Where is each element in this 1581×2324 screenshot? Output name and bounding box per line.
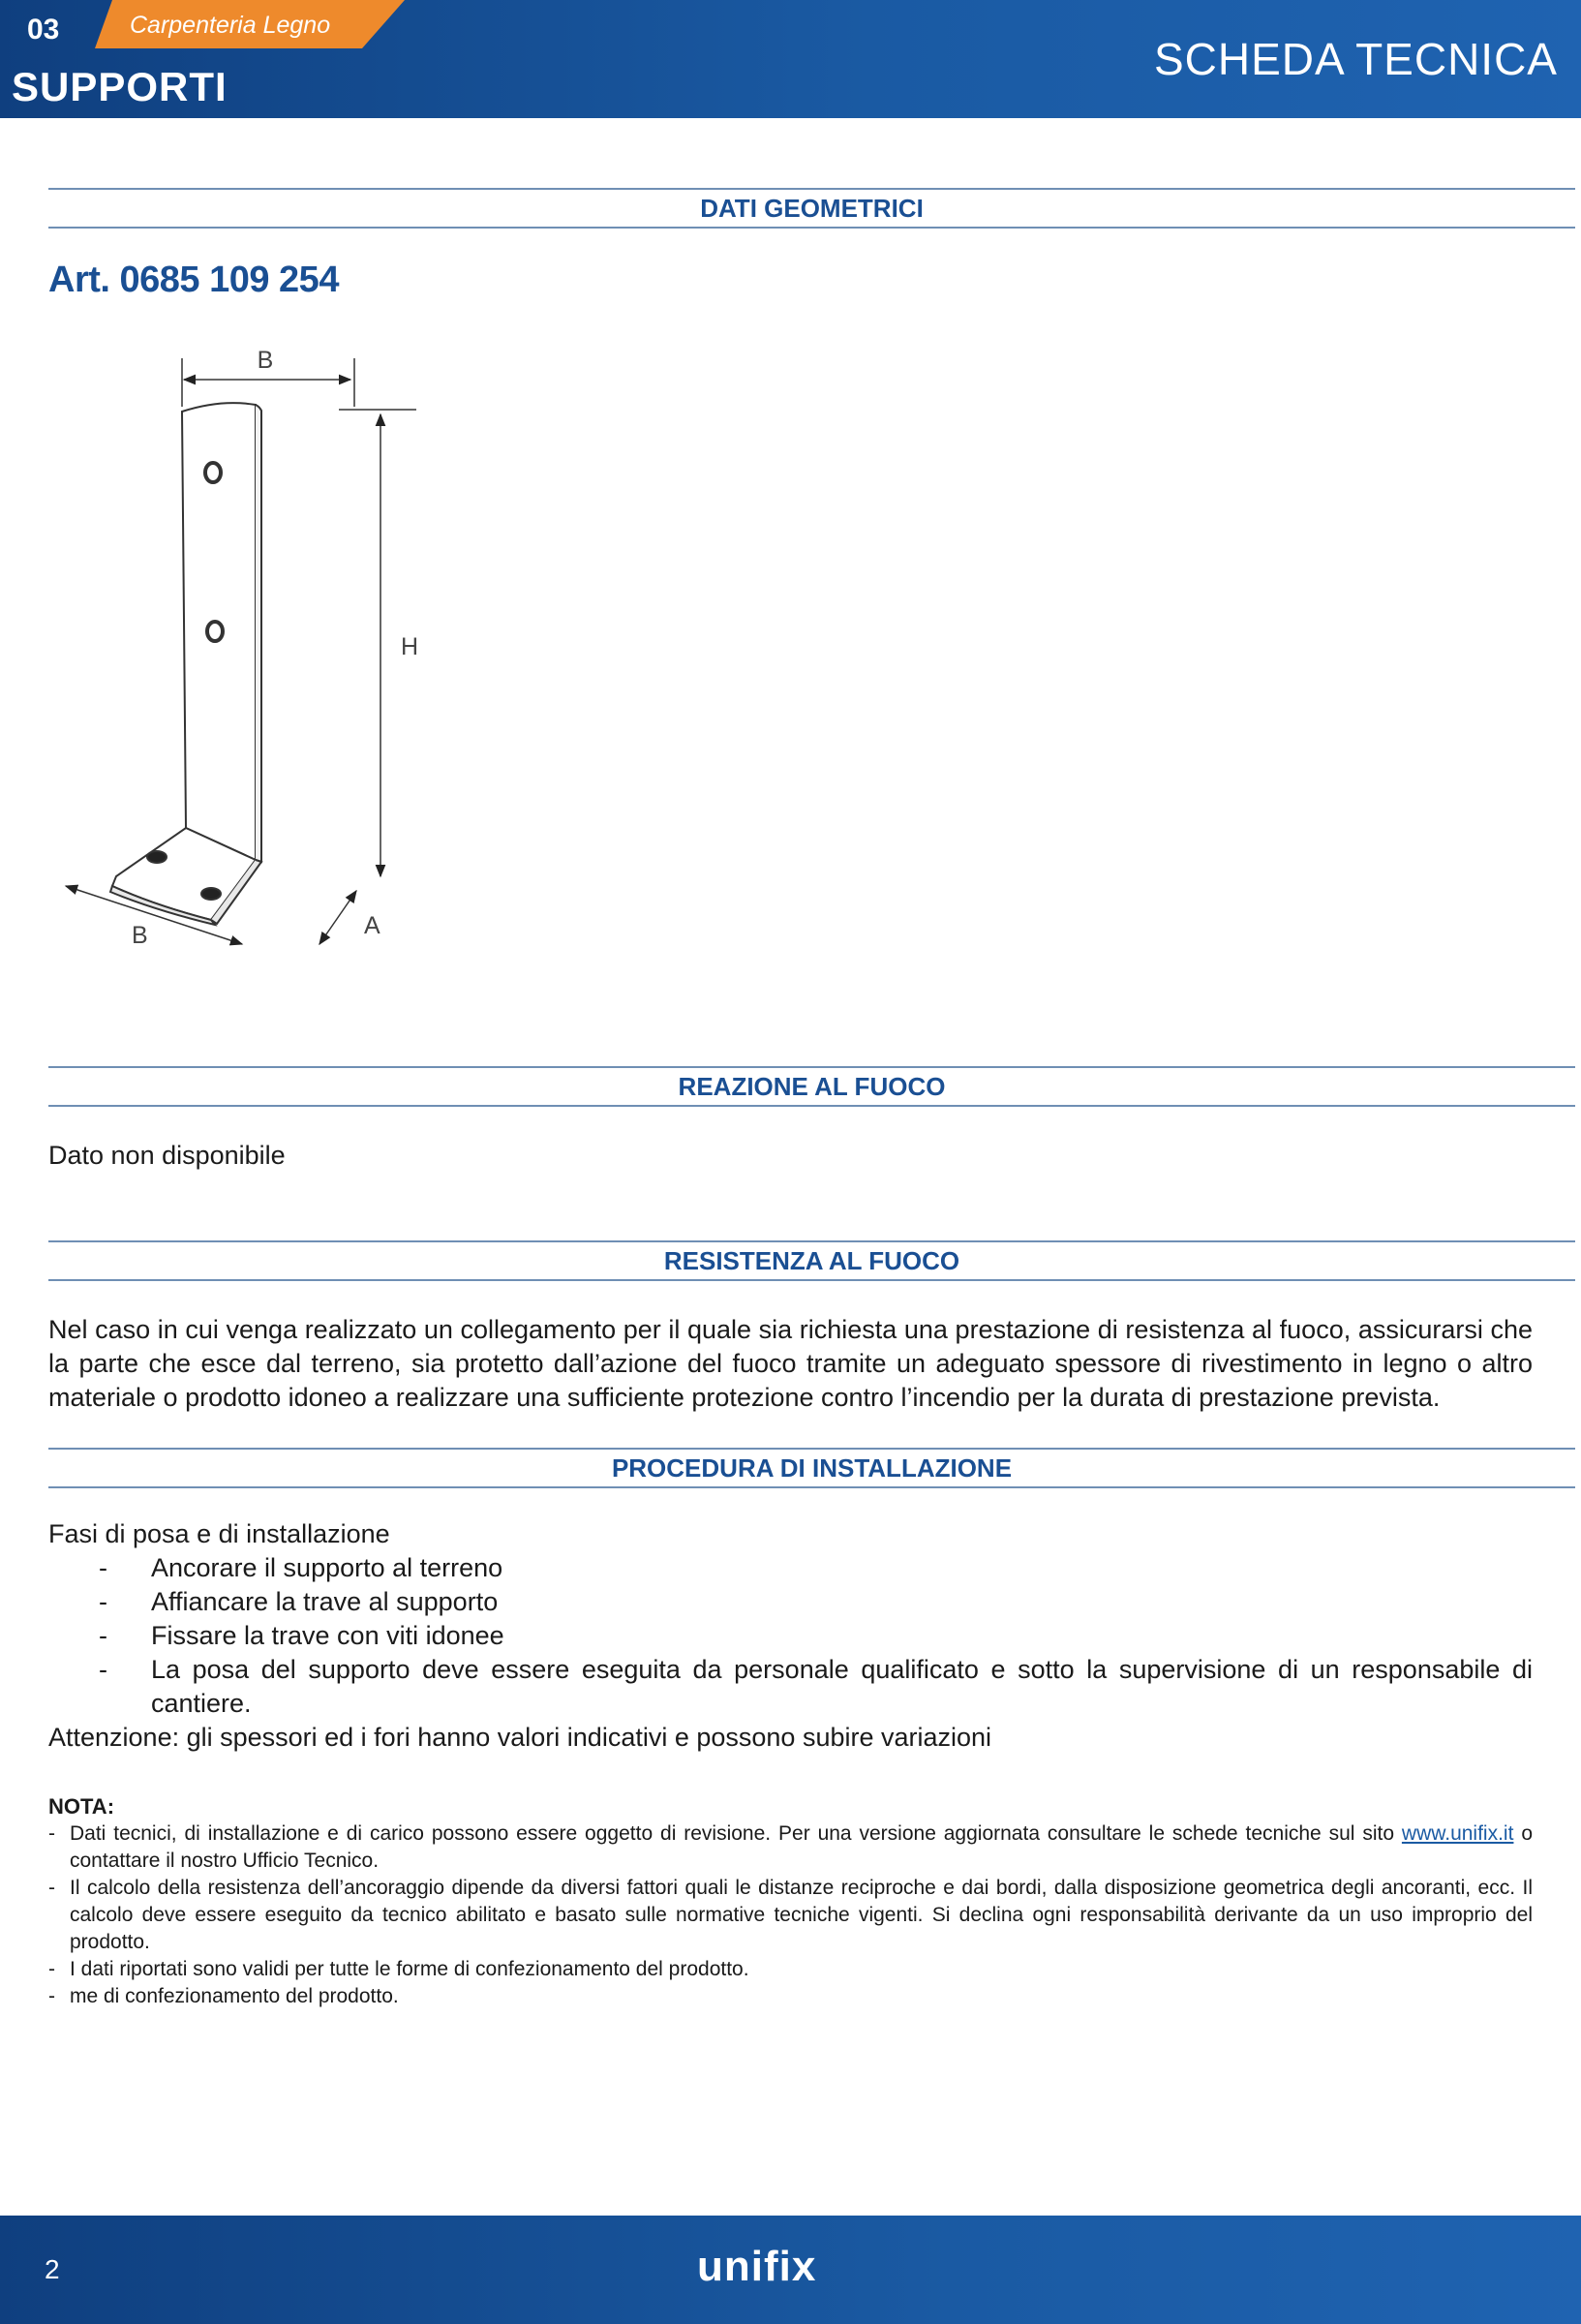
installation-step: Affiancare la trave al supporto	[151, 1587, 499, 1616]
website-link[interactable]: www.unifix.it	[1401, 1822, 1514, 1845]
list-item	[48, 1956, 1533, 1983]
list-bullet: -	[99, 1553, 107, 1582]
note-text-part: o contattare il nostro Ufficio Tecnico.	[70, 1822, 1534, 1872]
section-heading-label: RESISTENZA AL FUOCO	[663, 1246, 960, 1275]
list-bullet: -	[99, 1621, 107, 1650]
installation-step: Fissare la trave con viti idonee	[151, 1621, 504, 1650]
note-text-part: Dati tecnici, di installazione e di carico possono essere oggetto di revisione. Per una versione aggiornata consultare le schede tecniche sul sito	[70, 1822, 1402, 1845]
notes-title: NOTA:	[48, 1794, 115, 1819]
section-heading-installation	[48, 1448, 1575, 1488]
section-heading-label: PROCEDURA DI INSTALLAZIONE	[611, 1453, 1013, 1483]
list-bullet: -	[48, 1985, 55, 2007]
note-text	[70, 1820, 1533, 1875]
chapter-number: 03	[27, 14, 60, 46]
note-text: Il calcolo della resistenza dell’ancoraggio dipende da diversi fattori quali le distanze reciproche e dai bordi, dalla disposizione geometrica degli ancoranti, ecc. Il calcolo deve essere eseguito da tecnico abilitato e basato sulle normative tecniche vigenti. Si declina ogni responsabilità derivante da un uso improprio del prodotto.	[70, 1877, 1533, 1953]
list-item	[48, 1585, 1533, 1619]
installation-procedure	[48, 1517, 1533, 1755]
installation-intro: Fasi di posa e di installazione	[48, 1519, 390, 1548]
section-heading-geometric	[48, 188, 1575, 229]
list-item	[48, 1619, 1533, 1653]
section-heading-fire-reaction	[48, 1066, 1575, 1107]
brand-logo: unifix	[697, 2243, 817, 2290]
fire-reaction-text: Dato non disponibile	[48, 1141, 286, 1170]
fire-resistance-text: Nel caso in cui venga realizzato un collegamento per il quale sia richiesta una prestazione di resistenza al fuoco, assicurarsi che la parte che esce dal terreno, sia protetto dall’azione del fuoco tramite un adeguato spessore di rivestimento in legno o altro materiale o prodotto idoneo a realizzare una sufficiente protezione contro l’incendio per la durata di prestazione prevista.	[48, 1315, 1533, 1412]
section-heading-label: DATI GEOMETRICI	[700, 194, 924, 223]
list-bullet: -	[99, 1655, 107, 1684]
support-diagram	[48, 339, 455, 959]
list-item	[48, 1875, 1533, 1956]
note-text: I dati riportati sono validi per tutte le forme di confezionamento del prodotto.	[70, 1958, 749, 1980]
installation-warning: Attenzione: gli spessori ed i fori hanno valori indicativi e possono subire variazioni	[48, 1723, 992, 1752]
installation-step: La posa del supporto deve essere eseguita da personale qualificato e sotto la supervisione di un responsabile di cantiere.	[151, 1655, 1533, 1718]
list-item	[48, 1551, 1533, 1585]
list-item	[48, 1820, 1533, 1875]
list-item	[48, 1653, 1533, 1721]
article-code: Art. 0685 109 254	[48, 260, 339, 300]
dimension-label-h: H	[401, 633, 419, 660]
list-bullet: -	[48, 1958, 55, 1980]
dimension-label-a: A	[364, 912, 380, 939]
dimension-label-b-bottom: B	[132, 922, 148, 949]
page-number: 2	[45, 2254, 60, 2284]
list-item	[48, 1983, 1533, 2010]
page-footer	[0, 2216, 1581, 2324]
section-heading-fire-resistance	[48, 1240, 1575, 1281]
list-bullet: -	[48, 1822, 55, 1845]
document-type: SCHEDA TECNICA	[1153, 34, 1558, 84]
section-heading-label: REAZIONE AL FUOCO	[678, 1072, 946, 1101]
category-label: Carpenteria Legno	[130, 12, 331, 39]
installation-step: Ancorare il supporto al terreno	[151, 1553, 503, 1582]
dimension-label-b-top: B	[257, 347, 274, 374]
list-bullet: -	[99, 1587, 107, 1616]
list-bullet: -	[48, 1877, 55, 1899]
section-title: SUPPORTI	[12, 64, 228, 109]
notes-block	[48, 1793, 1533, 2010]
note-text: me di confezionamento del prodotto.	[70, 1985, 399, 2007]
page-header	[0, 0, 1581, 118]
